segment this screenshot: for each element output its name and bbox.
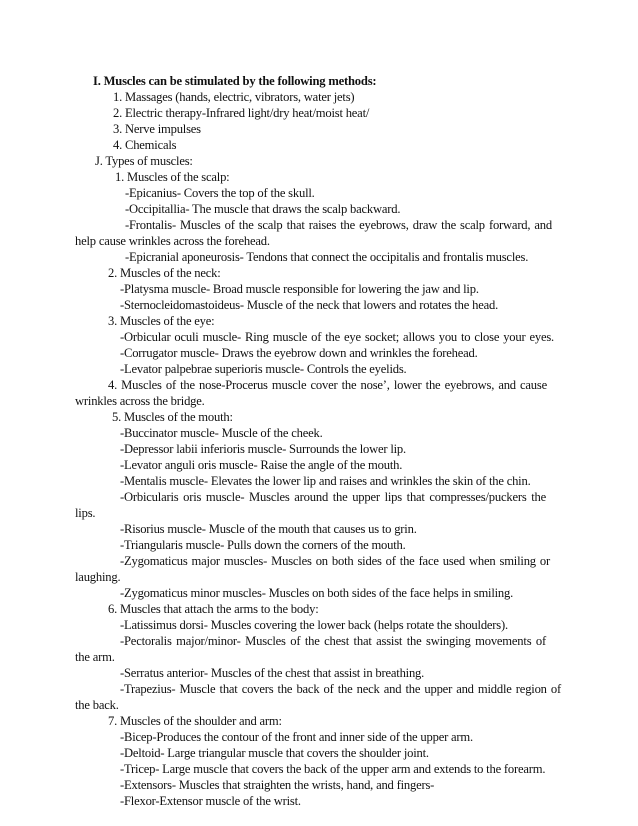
- group-title-arms-body: 6. Muscles that attach the arms to the body:: [108, 602, 319, 616]
- muscle-entry: -Bicep-Produces the contour of the front and inner side of the upper arm.: [120, 730, 473, 744]
- muscle-entry: -Deltoid- Large triangular muscle that covers the shoulder joint.: [120, 746, 429, 760]
- group-title-eye: 3. Muscles of the eye:: [108, 314, 215, 328]
- muscle-entry-continued: the back.: [75, 698, 119, 712]
- muscle-entry: -Occipitallia- The muscle that draws the scalp backward.: [125, 202, 401, 216]
- muscle-entry: -Mentalis muscle- Elevates the lower lip and raises and wrinkles the skin of the chin.: [120, 474, 531, 488]
- muscle-entry: -Corrugator muscle- Draws the eyebrow down and wrinkles the forehead.: [120, 346, 478, 360]
- group-title-neck: 2. Muscles of the neck:: [108, 266, 221, 280]
- group-title-mouth: 5. Muscles of the mouth:: [112, 410, 233, 424]
- muscle-entry: -Risorius muscle- Muscle of the mouth that causes us to grin.: [120, 522, 417, 536]
- muscle-entry: -Serratus anterior- Muscles of the chest that assist in breathing.: [120, 666, 425, 680]
- muscle-entry: -Flexor-Extensor muscle of the wrist.: [120, 794, 301, 808]
- muscle-entry: -Zygomaticus minor muscles- Muscles on both sides of the face helps in smiling.: [120, 586, 514, 600]
- group-title-nose: 4. Muscles of the nose-Procerus muscle cover the nose’, lower the eyebrows, and cause: [108, 378, 547, 392]
- muscle-entry: -Epicanius- Covers the top of the skull.: [125, 186, 315, 200]
- group-title-scalp: 1. Muscles of the scalp:: [115, 170, 230, 184]
- muscle-entry: -Extensors- Muscles that straighten the wrists, hand, and fingers-: [120, 778, 435, 792]
- muscle-entry: -Trapezius- Muscle that covers the back of the neck and the upper and middle region of: [120, 682, 561, 696]
- muscle-entry: -Depressor labii inferioris muscle- Surrounds the lower lip.: [120, 442, 406, 456]
- section-i-heading: I. Muscles can be stimulated by the following methods:: [93, 74, 377, 88]
- method-item: 4. Chemicals: [113, 138, 177, 152]
- muscle-entry: -Triangularis muscle- Pulls down the corners of the mouth.: [120, 538, 406, 552]
- group-title-shoulder-arm: 7. Muscles of the shoulder and arm:: [108, 714, 282, 728]
- muscle-entry: -Frontalis- Muscles of the scalp that raises the eyebrows, draw the scalp forward, and: [125, 218, 552, 232]
- muscle-entry: -Levator palpebrae superioris muscle- Controls the eyelids.: [120, 362, 407, 376]
- muscle-entry: -Epicranial aponeurosis- Tendons that connect the occipitalis and frontalis muscles.: [125, 250, 529, 264]
- muscle-entry: -Orbicular oculi muscle- Ring muscle of the eye socket; allows you to close your eyes.: [120, 330, 554, 344]
- muscle-entry-continued: wrinkles across the bridge.: [75, 394, 205, 408]
- method-item: 1. Massages (hands, electric, vibrators, water jets): [113, 90, 355, 104]
- muscle-entry: -Platysma muscle- Broad muscle responsible for lowering the jaw and lip.: [120, 282, 479, 296]
- muscle-entry: -Zygomaticus major muscles- Muscles on both sides of the face used when smiling or: [120, 554, 550, 568]
- muscle-entry-continued: help cause wrinkles across the forehead.: [75, 234, 270, 248]
- muscle-entry-continued: lips.: [75, 506, 96, 520]
- muscle-entry-continued: the arm.: [75, 650, 115, 664]
- muscle-entry: -Orbicularis oris muscle- Muscles around the upper lips that compresses/puckers the: [120, 490, 546, 504]
- muscle-entry: -Tricep- Large muscle that covers the back of the upper arm and extends to the forearm.: [120, 762, 546, 776]
- muscle-entry: -Levator anguli oris muscle- Raise the angle of the mouth.: [120, 458, 403, 472]
- muscle-entry: -Pectoralis major/minor- Muscles of the chest that assist the swinging movements of: [120, 634, 546, 648]
- muscle-entry-continued: laughing.: [75, 570, 121, 584]
- muscle-entry: -Buccinator muscle- Muscle of the cheek.: [120, 426, 323, 440]
- method-item: 3. Nerve impulses: [113, 122, 201, 136]
- method-item: 2. Electric therapy-Infrared light/dry heat/moist heat/: [113, 106, 370, 120]
- muscle-entry: -Latissimus dorsi- Muscles covering the lower back (helps rotate the shoulders).: [120, 618, 508, 632]
- section-j-heading: J. Types of muscles:: [95, 154, 193, 168]
- muscle-entry: -Sternocleidomastoideus- Muscle of the neck that lowers and rotates the head.: [120, 298, 499, 312]
